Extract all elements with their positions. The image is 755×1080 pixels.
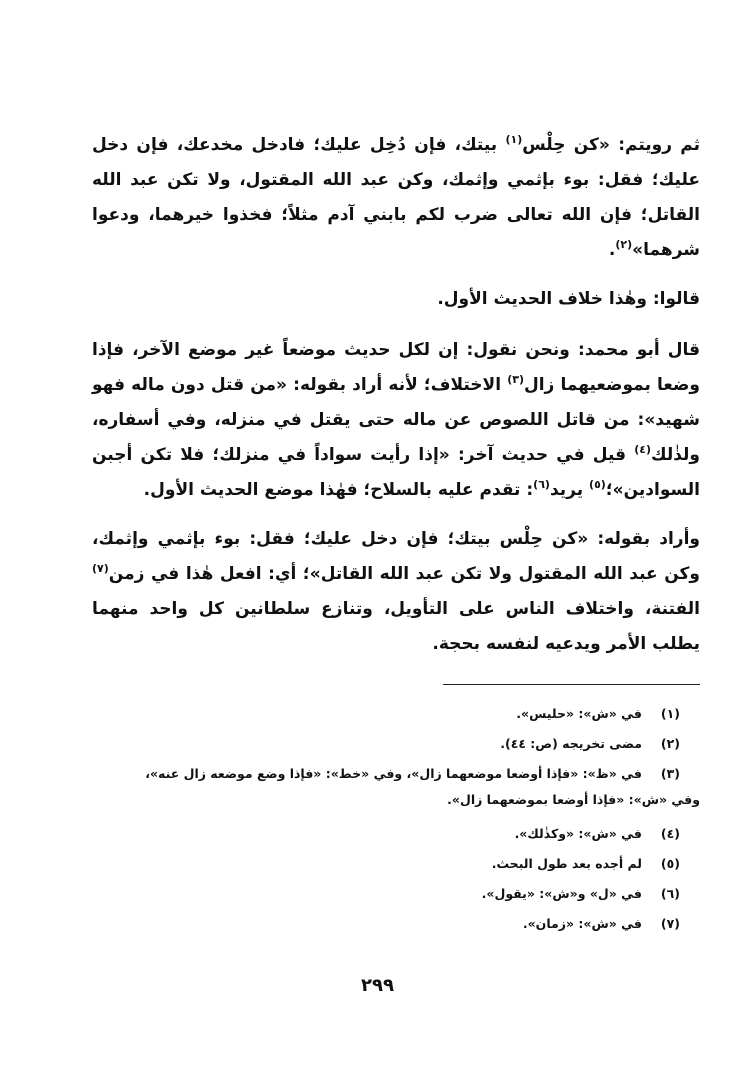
footnote-number: (٣) xyxy=(660,766,680,781)
paragraph-4 xyxy=(92,522,700,662)
footnote-item xyxy=(92,699,700,729)
footnote-text: في «ش»: «وكذٰلك». xyxy=(514,826,642,841)
footnote-ref: (٧) xyxy=(92,562,109,575)
paragraph-3 xyxy=(92,333,700,508)
text-run: الاختلاف؛ لأنه أراد بقوله: «من قتل دون ماله فهو شهيد»: من قاتل اللصوص عن ماله حتى يقتل في منزله، وفي أسفاره، ولذٰلك xyxy=(92,375,700,465)
footnote-number: (٦) xyxy=(660,886,680,901)
footnote-text: مضى تخريجه (ص: ٤٤). xyxy=(500,736,642,751)
footnote-text: في «ش»: «حليس». xyxy=(516,706,642,721)
footnote-text: في «ظ»: «فإذا أوضعا موضعهما زال»، وفي «خط»: «فإذا وضع موضعه زال عنه»، xyxy=(145,766,642,781)
footnote-number: (٢) xyxy=(660,736,680,751)
paragraph-2: قالوا: وهٰذا خلاف الحديث الأول. xyxy=(437,289,700,309)
text-run: قيل في حديث آخر: «إذا رأيت سواداً في منزلك؛ فلا تكن أجبن السوادين»؛ xyxy=(92,445,700,500)
footnote-number: (٧) xyxy=(660,916,680,931)
footnote-continuation: وفي «ش»: «فإذا أوضعا بموضعهما زال». xyxy=(447,792,700,807)
text-run: ثم رويتم: «كن حِلْس xyxy=(522,135,700,155)
footnote-ref: (١) xyxy=(505,133,523,146)
footnote-number: (٥) xyxy=(660,856,680,871)
footnote-number: (٤) xyxy=(660,826,680,841)
text-run: يريد xyxy=(549,480,590,500)
text-run: بيتك، فإن دُخِل عليك؛ فادخل مخدعك، فإن دخل عليك؛ فقل: بوء بإثمي وإثمك، وكن عبد الله المقتول، ولا تكن عبد الله القاتل؛ فإن الله تعالى ضرب لكم بابني آدم مثلاً؛ فخذوا خيرهما، ودعوا شرهما» xyxy=(92,135,700,260)
footnote-text: لم أجده بعد طول البحث. xyxy=(491,856,642,871)
text-run: . xyxy=(608,240,616,260)
text-run: وأراد بقوله: «كن حِلْس بيتك؛ فإن دخل عليك؛ فقل: بوء بإثمي وإثمك، وكن عبد الله المقتول ولا تكن عبد الله القاتل»؛ أي: افعل هٰذا في زمن xyxy=(92,529,700,584)
footnote-ref: (٢) xyxy=(615,238,633,251)
footnote-item xyxy=(92,759,700,789)
footnote-ref: (٥) xyxy=(589,478,606,491)
footnote-ref: (٤) xyxy=(634,443,652,456)
text-run: قال أبو محمد: ونحن نقول: إن لكل حديث موضعاً غير موضع الآخر، فإذا وضعا بموضعيهما زال xyxy=(92,340,700,395)
footnotes xyxy=(92,699,700,939)
text-run: الفتنة، واختلاف الناس على التأويل، وتنازع سلطانين كل واحد منهما يطلب الأمر ويدعيه لنفسه بحجة. xyxy=(92,599,700,654)
footnote-text: في «ش»: «زمان». xyxy=(522,916,642,931)
page-number: ٢٩٩ xyxy=(361,975,394,996)
footnote-item xyxy=(92,819,700,849)
footnote-number: (١) xyxy=(660,706,680,721)
footnote-item xyxy=(92,729,700,759)
footnote-text: في «ل» و«ش»: «يقول». xyxy=(481,886,642,901)
paragraph-1 xyxy=(92,128,700,268)
footnote-item xyxy=(92,909,700,939)
footnote-item xyxy=(92,849,700,879)
text-run: : تقدم عليه بالسلاح؛ فهٰذا موضع الحديث الأول. xyxy=(143,480,534,500)
footnote-ref: (٣) xyxy=(507,373,524,386)
footnote-ref: (٦) xyxy=(533,478,550,491)
footnote-divider xyxy=(443,684,700,685)
footnote-item xyxy=(92,879,700,909)
